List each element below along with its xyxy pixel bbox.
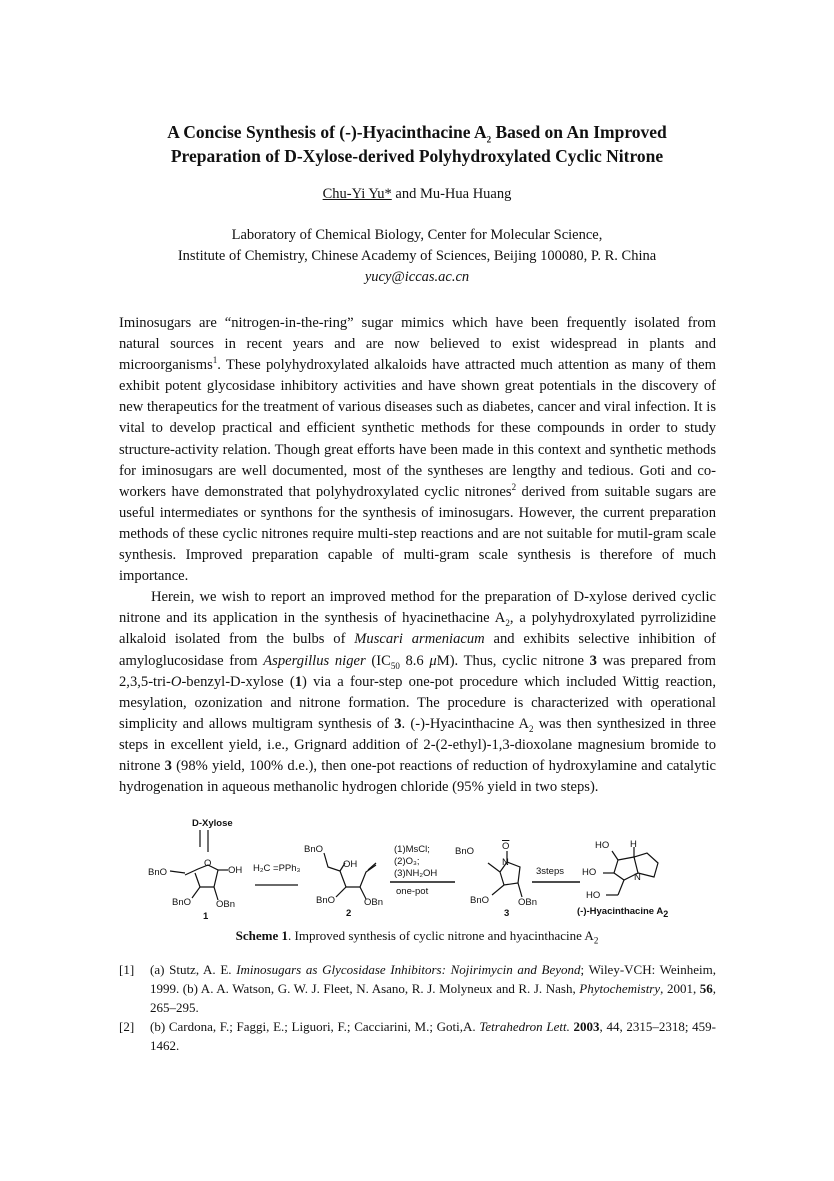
wittig-reagent: H₂C =PPh₃ xyxy=(253,863,301,874)
c3-bno-top: BnO xyxy=(455,846,475,857)
furanose-ring xyxy=(185,865,218,887)
c1-ring-o: O xyxy=(204,858,212,869)
title-line-1: A Concise Synthesis of (-)-Hyacinthacine $A_2$ Based on An Improved xyxy=(167,122,667,145)
references xyxy=(119,960,716,1055)
product-ho-mid: HO xyxy=(582,867,597,878)
paragraph-1: Iminosugars are “nitrogen-in-the-ring” sugar mimics which have been frequently isolated from natural sources in recent years and are now believed to exist widespread in plants and microorganisms$^1$. These polyhydroxylated alkaloids have attracted much attention as many of them exhibit potent glycosidase inhibitory activities and have shown great potentials in the discovery of new therapeutics for the treatment of various diseases such as diabetes, cancer and viral infection. It is vital to develop practical and efficient synthetic methods for these compounds in order to study structure-activity relation. Though great efforts have been made in this context and synthetic methods for iminosugars are well documented, most of the syntheses are lengthy and tedious. Goti and co-workers have demonstrated that polyhydroxylated cyclic nitrones$^2$ derived from suitable sugars are useful intermediates or synthons for the synthesis of iminosugars. However, the current preparation methods of these cyclic nitrones require multi-step reactions and are not suitable for mutil-gram scale synthesis. Improved preparation capable of multi-gram scale synthesis is therefore of much importance. xyxy=(119,315,716,585)
compound-3-number: 3 xyxy=(504,908,510,919)
bond xyxy=(612,851,618,860)
reagent-step-1: (1)MsCl; xyxy=(394,844,430,855)
paper-title xyxy=(100,120,734,168)
caption-label: Scheme 1 xyxy=(235,928,289,943)
reference-2: [2] (b) Cardona, F.; Faggi, E.; Liguori, F.; Cacciarini, M.; Goti,A. Tetrahedron Lett. 2003, 44, 2315–2318; 459-1462. xyxy=(119,1019,716,1053)
c1-oh: OH xyxy=(228,865,243,876)
reference-1: [1] (a) Stutz, A. E. Iminosugars as Glycosidase Inhibitors: Nojirimycin and Beyond; Wiley-VCH: Weinheim, 1999. (b) A. A. Watson, G. W. J. Fleet, N. Asano, R. J. Molyneux and R. J. Nash, Phytochemistry, 2001, 56, 265–295. xyxy=(119,962,717,1015)
bond xyxy=(170,871,185,873)
compound-ref: 3 xyxy=(394,715,402,732)
title-line-2: Preparation of D-Xylose-derived Polyhydroxylated Cyclic Nitrone xyxy=(170,146,664,166)
c1-obn-2: OBn xyxy=(216,899,236,910)
citation-1[interactable]: 1 xyxy=(212,355,218,366)
paragraph-2: Herein, we wish to report an improved method for the preparation of D-xylose derived cyclic nitrone and its application in the synthesis of hyacinethacine $A_2$, a polyhydroxylated pyrrolizidine alkaloid isolated from the bulbs of Muscari armeniacum and exhibits selective inhibition of amyloglucosidase from Aspergillus niger ($IC_{50}$ 8.6 μM). Thus, cyclic nitrone 3 was prepared from 2,3,5-tri-O-benzyl-D-xylose (1) via a four-step one-pot procedure which included Wittig reaction, mesylation, ozonization and nitrone formation. The procedure is characterized with operational simplicity and allows multigram synthesis of 3. (-)-Hyacinthacine $A_2$ was then synthesized in three steps in excellent yield, i.e., Grignard addition of 2-(2-ethyl)-1,3-dioxolane magnesium bromide to nitrone 3 (98% yield, 100% d.e.), then one-pot reactions of reduction of hydroxylamine and catalytic hydrogenation in aqueous methanolic hydrogen chloride (95% yield in two steps). xyxy=(119,589,717,796)
c2-bno-bottom: BnO xyxy=(316,895,336,906)
reagent-condition: one-pot xyxy=(396,886,429,897)
species-name: Muscari armeniacum xyxy=(354,631,485,648)
product-ho-top: HO xyxy=(595,840,610,851)
bond xyxy=(488,863,500,872)
reagent-step-3: (3)NH₂OH xyxy=(394,868,438,879)
body-text xyxy=(119,313,716,798)
product-name: (-)-Hyacinthacine $A_2$ xyxy=(577,906,669,919)
corresponding-author: Chu-Yi Yu* xyxy=(322,186,392,202)
authors xyxy=(100,186,734,203)
affiliation-line-2: Institute of Chemistry, Chinese Academy of Sciences, Beijing 100080, P. R. China xyxy=(177,248,657,264)
reagent-step-2: (2)O₃; xyxy=(394,856,420,867)
c1-bno-5: BnO xyxy=(148,867,168,878)
compound-ref: 3 xyxy=(589,652,597,669)
c2-oh: OH xyxy=(343,859,358,870)
compound-2-number: 2 xyxy=(346,908,352,919)
product-n: N xyxy=(634,872,641,883)
compound-ref: 1 xyxy=(294,673,302,690)
affiliation-line-1: Laboratory of Chemical Biology, Center for Molecular Science, xyxy=(231,227,603,243)
bond xyxy=(192,887,200,898)
c1-bno-3: BnO xyxy=(172,897,192,908)
reference-number: [2] xyxy=(119,1019,135,1034)
bond xyxy=(492,885,504,895)
scheme-caption: Scheme 1. Improved synthesis of cyclic nitrone and hyacinthacine $A_2$ xyxy=(235,928,599,946)
affiliation xyxy=(100,225,734,288)
author-email[interactable]: yucy@iccas.ac.cn xyxy=(364,269,470,285)
c3-bno-bottom: BnO xyxy=(470,895,490,906)
product-h: H xyxy=(630,839,637,850)
bond xyxy=(518,883,522,897)
c2-obn: OBn xyxy=(364,897,384,908)
c3-n-plus: N xyxy=(502,857,509,868)
c3-o-minus: $\overline{O}$ xyxy=(502,841,510,852)
bond xyxy=(618,880,624,895)
product-ho-bottom: HO xyxy=(586,890,601,901)
compound-1-number: 1 xyxy=(203,911,209,922)
reference-number: [1] xyxy=(119,962,135,977)
co-author: and Mu-Hua Huang xyxy=(391,186,512,202)
bond xyxy=(336,887,346,897)
species-name: Aspergillus niger xyxy=(263,652,366,669)
citation-2[interactable]: 2 xyxy=(511,481,517,492)
d-xylose-label: D-Xylose xyxy=(192,818,233,829)
compound-ref: 3 xyxy=(164,757,172,774)
reaction-scheme xyxy=(140,815,710,925)
c3-obn: OBn xyxy=(518,897,538,908)
c2-bno-top: BnO xyxy=(304,844,324,855)
three-steps-label: 3steps xyxy=(536,866,564,877)
